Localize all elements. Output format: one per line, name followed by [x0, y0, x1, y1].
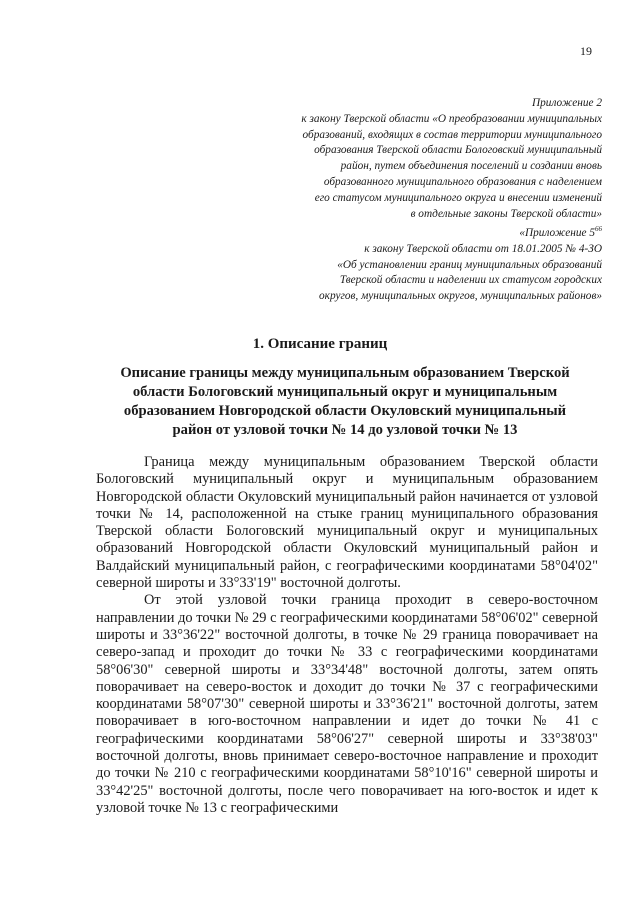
annex-line: образованного муниципального образования с наделением — [323, 175, 602, 188]
subtitle-line: образованием Новгородской области Окуловский муниципальный — [123, 403, 567, 419]
annex-line: образований, входящих в состав территории муниципального — [302, 128, 602, 141]
annex-line: образования Тверской области Бологовский муниципальный — [314, 144, 602, 157]
annex-ref-line: округов, муниципальных округов, муниципальных районов» — [319, 290, 602, 303]
paragraph: От этой узловой точки граница проходит в северо-восточном направлении до точки № 29 с географическими координатами 58°06'02" северной широты и 33°36'22" восточной долготы, в точке № 29 граница поворачивает на северо-запад и проходит до точки № 33 с географическими координатами 58°06'30" северной широты и 33°34'48" восточной долготы, затем опять поворачивает на северо-восток и доходит до точки № 37 с географическими координатами 58°07'30" северной широты и 33°36'21" восточной долготы, затем поворачивает в юго-восточном направлении и идет до точки № 41 с географическими координатами 58°06'27" северной широты и 33°38'03" восточной долготы, вновь принимает северо-восточное направление и проходит до точки № 210 с географическими координатами 58°10'16" северной широты и 33°42'25" восточной долготы, после чего поворачивает на юго-восток и идет к узловой точке № 13 с географическими — [96, 592, 598, 816]
paragraph: Граница между муниципальным образованием Тверской области Бологовский муниципальный округ и муниципальным образованием Новгородской области Окуловский муниципальный район начинается от узловой точки № 14, расположенной на стыке границ муниципального образования Тверской области Бологовский муниципальный округ и муниципальных образований Новгородской области Окуловский муниципальный район и Валдайский муниципальный район, с географическими координатами 58°04'02" северной широты и 33°33'19" восточной долготы. — [96, 454, 598, 592]
annex-ref-label: «Приложение 5 — [519, 227, 595, 239]
annex-ref-line: «Об установлении границ муниципальных образований — [337, 258, 602, 271]
boundary-description-body — [96, 454, 598, 817]
annex-line: район, путем объединения поселений и создании вновь — [340, 160, 602, 173]
subtitle-line: район от узловой точки № 14 до узловой точки № 13 — [172, 422, 518, 438]
boundary-description-title — [110, 364, 580, 440]
subtitle-line: Описание границы между муниципальным образованием Тверской — [120, 365, 570, 381]
annex-line: в отдельные законы Тверской области» — [410, 207, 602, 220]
annex-ref-label-line — [182, 226, 602, 242]
annex-ref-superscript: 66 — [595, 225, 602, 234]
annex-ref-line: Тверской области и наделении их статусом городских — [339, 274, 602, 287]
annex-header-main — [182, 96, 602, 222]
section-title: 1. Описание границ — [252, 336, 388, 352]
page-number: 19 — [580, 44, 592, 58]
subtitle-line: области Бологовский муниципальный округ и муниципальным — [132, 384, 558, 400]
annex-line: его статусом муниципального округа и внесении изменений — [314, 191, 602, 204]
annex-header-reference — [182, 226, 602, 305]
annex-line: к закону Тверской области «О преобразовании муниципальных — [301, 112, 602, 125]
annex-line: Приложение 2 — [532, 97, 602, 109]
annex-ref-line: к закону Тверской области от 18.01.2005 № 4-ЗО — [364, 242, 602, 255]
